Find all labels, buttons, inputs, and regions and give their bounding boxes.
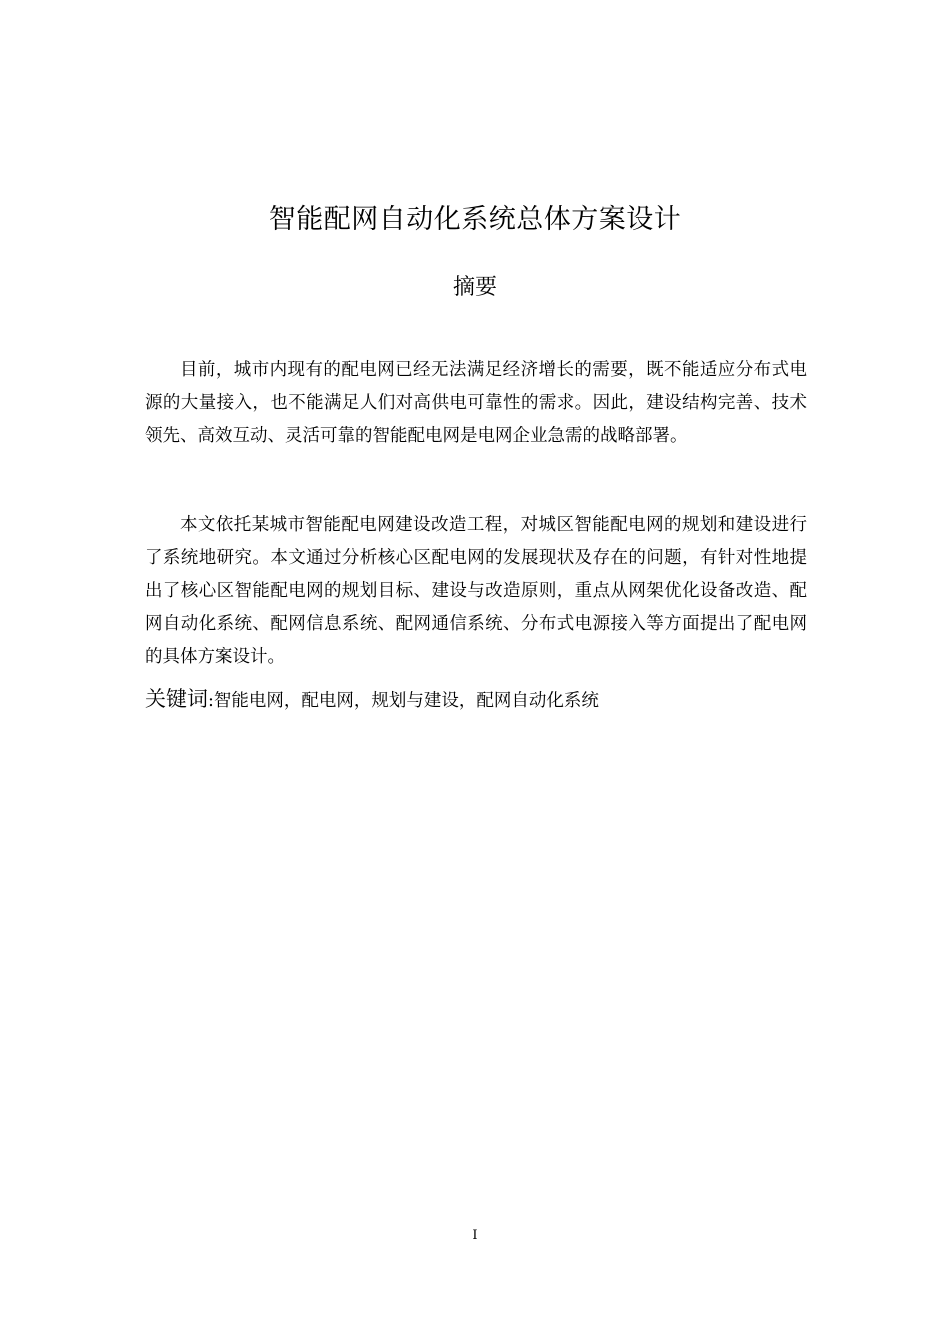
document-title: 智能配网自动化系统总体方案设计 (268, 204, 682, 235)
keywords-label: 关键词 (145, 687, 208, 711)
keywords-line (145, 683, 807, 713)
keywords-separator: : (208, 691, 214, 711)
abstract-paragraph-2: 本文依托某城市智能配电网建设改造工程，对城区智能配电网的规划和建设进行了系统地研究。本文通过分析核心区配电网的发展现状及存在的问题，有针对性地提出了核心区智能配电网的规划目标、建设与改造原则，重点从网架优化设备改造、配网自动化系统、配网信息系统、配网通信系统、分布式电源接入等方面提出了配电网的具体方案设计。 (145, 515, 807, 667)
keywords-value: 智能电网，配电网，规划与建设，配网自动化系统 (213, 691, 599, 711)
abstract-heading: 摘要 (452, 275, 497, 300)
page-number: I (472, 1228, 478, 1243)
abstract-paragraph-1: 目前，城市内现有的配电网已经无法满足经济增长的需要，既不能适应分布式电源的大量接入，也不能满足人们对高供电可靠性的需求。因此，建设结构完善、技术领先、高效互动、灵活可靠的智能配电网是电网企业急需的战略部署。 (145, 360, 807, 446)
